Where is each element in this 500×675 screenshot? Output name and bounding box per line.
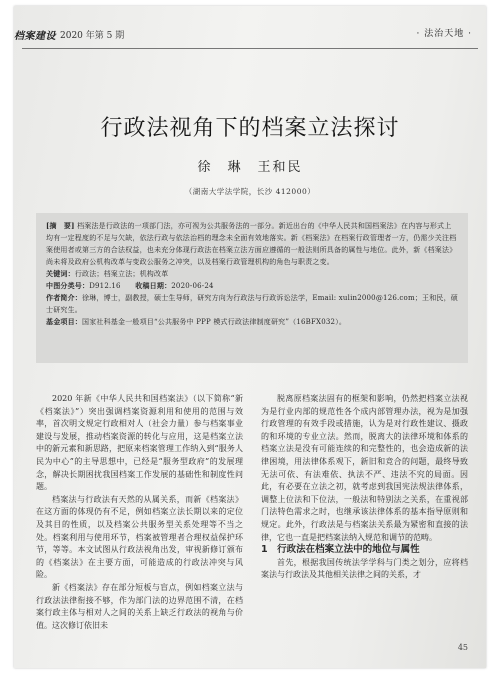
- clc-value: D912.16: [89, 282, 121, 290]
- body-left-column: [36, 393, 243, 663]
- journal-page: [14, 6, 486, 668]
- received-label: 收稿日期：: [135, 281, 172, 290]
- journal-name: 档案建设: [14, 31, 56, 42]
- body-paragraph: 2020 年新《中华人民共和国档案法》（以下简称“新《档案法》”）突出强调档案资源利用和使用的范围与效率，首次明文规定行政相对人（社会力量）参与档案事业建设与发展，推动档案资源的转化与应用，这是档案立法中的新元素和新思路，把原来档案管理工作纳入到“服务人民为中心”的主导思想中，已经是“服务型政府”的发展理念，解决长期困扰我国档案工作发展的基础性和制度性问题。: [36, 394, 243, 492]
- column-tag: · 法治天地 ·: [416, 29, 472, 39]
- issue-label: 2020 年第 5 期: [60, 31, 125, 41]
- page-number: 45: [457, 643, 468, 652]
- keywords-row: [46, 268, 458, 280]
- clc-row: [46, 280, 458, 292]
- article-body: [36, 393, 468, 663]
- article-authors: 徐 琳 王和民: [197, 160, 303, 175]
- body-paragraph: 首先，根据我国传统法学学科与门类之划分，应将档案法与行政法及其他相关法律之间的关系，才: [261, 557, 468, 580]
- header-rule: [22, 48, 478, 49]
- abstract-label: [摘 要]: [46, 221, 75, 230]
- author-info-value: 徐琳，博士，副教授，硕士生导师，研究方向为行政法与行政诉讼法学，Email: xulin2000@126.com；王和民，硕士研究生。: [46, 294, 458, 314]
- body-paragraph: 档案法与行政法有天然的从属关系，而新《档案法》在这方面的体现仍有不足，例如档案立法长期以来的定位及其目的性质，以及档案公共服务型关系处理等不当之处。档案利用与使用环节，档案被管理者合理权益保护环节，等等。本文试图从行政法视角出发，审视新修订颁布的《档案法》在主要方面，可能造成的行政法冲突与风险。: [36, 494, 243, 580]
- fund-label: 基金项目：: [46, 317, 82, 326]
- article-title: 行政法视角下的档案立法探讨: [100, 116, 400, 141]
- body-paragraph: 脱离原档案法固有的框架和影响，仍然把档案立法视为是行业内部的规范性各个成内部管理办法，视为是加强行政管理的有效手段或措施，认为是对行政性建议、摄政的和环境的专业立法。然而，脱离大的法律环境和体系的档案立法是没有可能连续的和完整性的，也会造成新的法律困境，用法律体系观下，新旧和竞合的问题，最终导致无法可依、有法难依、执法不严、违法不究的局面。因此，有必要在立法之初，就考虑到我国宪法规法律体系，调整上位法和下位法，一般法和特别法之关系，在重视部门法特色需求之时，也继承该法律体系的基本指导原则和规定。此外，行政法是与档案法关系最为紧密和直接的法律，它也一直是把档案法纳入规范和调节的范畴。: [261, 394, 468, 542]
- fund-row: [46, 316, 458, 328]
- author-info-row: [46, 292, 458, 316]
- author-info-label: 作者简介：: [46, 293, 82, 302]
- received-value: 2020-06-24: [171, 282, 214, 290]
- keywords-value: 行政法；档案立法；机构改革: [74, 270, 169, 278]
- clc-label: 中图分类号：: [46, 281, 90, 290]
- section-heading: 1 行政法在档案立法中的地位与属性: [261, 544, 420, 556]
- keywords-label: 关键词：: [46, 269, 75, 278]
- abstract-body: 档案法是行政法的一项部门法，亦可视为公共服务法的一部分。新近出台的《中华人民共和国档案法》在内容与形式上均有一定程度的不足与欠缺，依法行政与依法治档的理念未全面有效地落实。新《档案法》在档案行政管理者一方，仍需少关注档案使用者或第三方的合法权益，也未充分体现行政法在档案立法方面应遵循的一般法则所具备的属性与地位。此外，新《档案法》尚未将及政府公机构改革与变政公服务之冲突，以及档案行政管理机构的角色与职责之变。: [46, 222, 457, 266]
- fund-value: 国家社科基金一般项目“公共服务中 PPP 模式行政法律制度研究”（16BFX032）。: [82, 318, 347, 326]
- abstract-text: [46, 220, 458, 268]
- body-paragraph: 新《档案法》存在部分短板与盲点，例如档案立法与行政法法律衔接不够，作为部门法的边界范围不清，在档案行政主体与相对人之间的关系上缺乏行政法的视角与价值。这次修订依旧未: [36, 582, 243, 630]
- body-right-column: [261, 393, 468, 663]
- author-affiliation: （湖南大学法学院，长沙 412000）: [184, 187, 316, 196]
- abstract-box: [36, 213, 468, 363]
